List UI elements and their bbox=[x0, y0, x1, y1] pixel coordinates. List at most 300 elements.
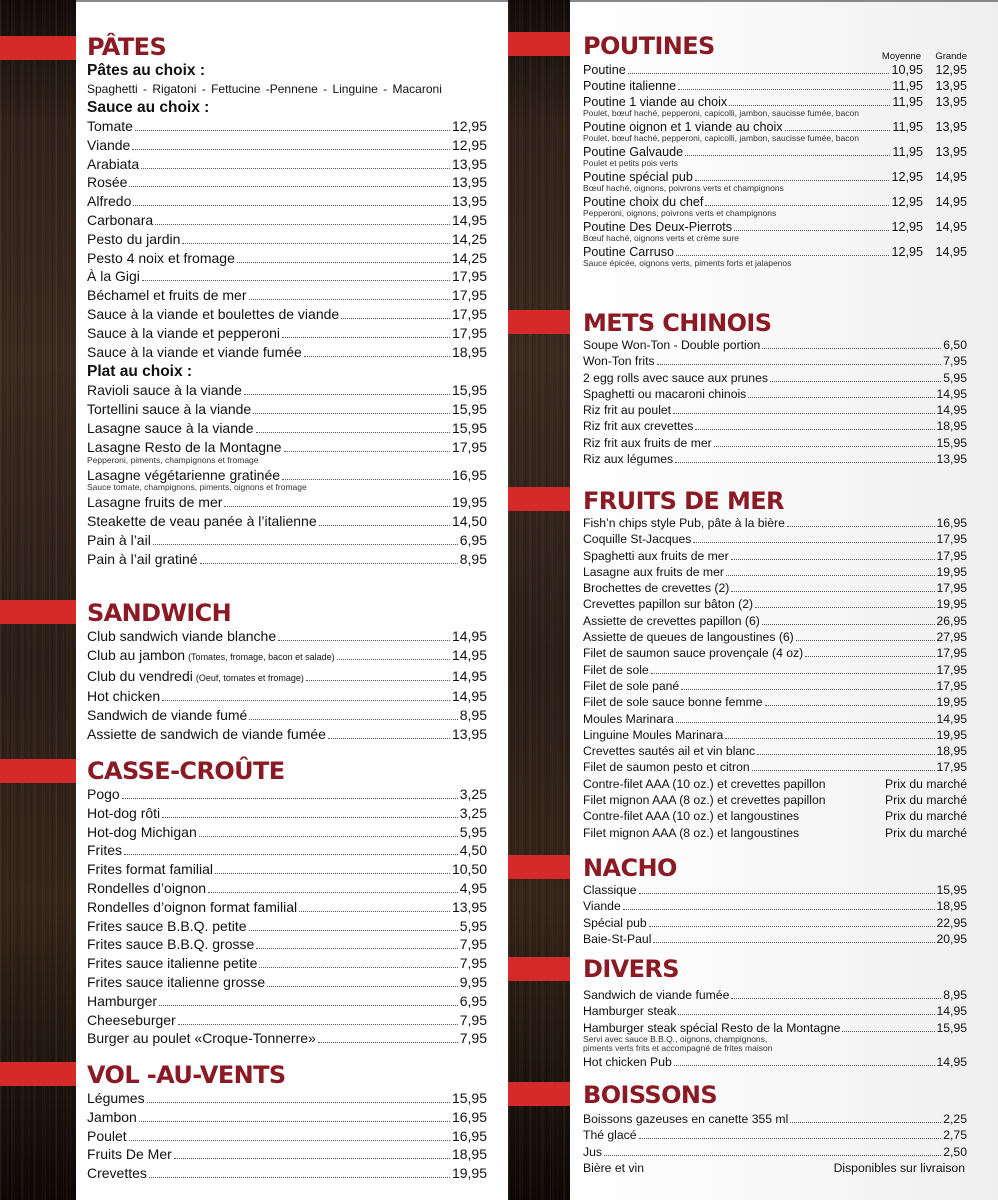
item-name: Crevettes sautés ail et vin blanc bbox=[583, 744, 756, 759]
item-price-medium: 12,95 bbox=[891, 220, 923, 234]
item-name: Riz aux légumes bbox=[583, 452, 674, 467]
item-price: 14,95 bbox=[451, 667, 487, 684]
item-name: Viande bbox=[87, 136, 131, 153]
item-name: Thé glacé bbox=[583, 1128, 637, 1143]
section-pates bbox=[87, 33, 487, 569]
menu-item-beer-wine bbox=[583, 1160, 967, 1176]
dot-leader bbox=[249, 930, 458, 931]
menu-item bbox=[583, 711, 967, 727]
item-price: 14,95 bbox=[451, 628, 487, 644]
dot-leader bbox=[304, 356, 450, 357]
dot-leader bbox=[244, 394, 450, 395]
item-description: Pepperoni, piments, champignons et fromage bbox=[87, 454, 259, 465]
dot-leader bbox=[259, 967, 457, 968]
dot-leader bbox=[267, 986, 458, 987]
menu-item bbox=[87, 324, 487, 343]
section-tab-pates bbox=[0, 36, 76, 60]
item-name: Hot-dog Michigan bbox=[87, 823, 197, 840]
item-price: 19,95 bbox=[451, 494, 487, 511]
item-price: 17,95 bbox=[451, 324, 487, 341]
item-price: 8,95 bbox=[459, 550, 487, 567]
item-name: Spécial pub bbox=[583, 915, 647, 930]
section-tab-mets-chinois bbox=[508, 310, 570, 334]
dot-leader bbox=[256, 948, 457, 949]
section-title: POUTINES bbox=[583, 32, 715, 60]
item-name: Rondelles d’oignon format familial bbox=[87, 898, 298, 915]
menu-item bbox=[87, 305, 487, 324]
dot-leader bbox=[135, 130, 450, 131]
item-price: 13,95 bbox=[451, 155, 487, 172]
item-price: 14,95 bbox=[936, 711, 967, 726]
vol-au-vents-list bbox=[87, 1089, 487, 1183]
menu-item bbox=[583, 418, 967, 434]
poutine-list bbox=[583, 62, 967, 268]
dot-leader bbox=[215, 873, 450, 874]
dot-leader bbox=[678, 89, 890, 90]
item-price: 13,95 bbox=[451, 725, 487, 742]
item-price-medium: 12,95 bbox=[891, 245, 923, 259]
dot-leader bbox=[306, 680, 450, 681]
item-price: 17,95 bbox=[451, 438, 487, 455]
market-price-list bbox=[583, 776, 967, 841]
dot-leader bbox=[319, 525, 450, 526]
menu-item bbox=[583, 451, 967, 467]
item-name: Steakette de veau panée à l’italienne bbox=[87, 513, 317, 530]
menu-item bbox=[583, 515, 967, 531]
menu-item bbox=[87, 173, 487, 192]
dot-leader bbox=[731, 591, 934, 592]
item-price: 14,95 bbox=[936, 386, 967, 401]
item-name: Arabiata bbox=[87, 155, 140, 172]
item-price-medium: 11,95 bbox=[892, 95, 923, 109]
item-price: 15,95 bbox=[936, 883, 967, 897]
menu-item bbox=[87, 512, 487, 531]
menu-item bbox=[87, 493, 487, 512]
dot-leader bbox=[174, 1158, 450, 1159]
item-price: 19,95 bbox=[936, 597, 967, 612]
dot-leader bbox=[162, 817, 458, 818]
item-name: Crevettes papillon sur bâton (2) bbox=[583, 597, 754, 612]
dot-leader bbox=[734, 230, 889, 231]
dot-leader bbox=[224, 506, 450, 507]
menu-item bbox=[87, 192, 487, 211]
item-description: Pepperoni, oignons, poivrons verts et champignons bbox=[583, 208, 777, 218]
menu-item bbox=[87, 1089, 487, 1108]
section-nacho bbox=[583, 854, 967, 947]
item-name: Pain à l’ail bbox=[87, 531, 151, 548]
dot-leader bbox=[653, 942, 934, 943]
dot-leader bbox=[199, 836, 458, 837]
item-price: 19,95 bbox=[936, 727, 967, 742]
dot-leader bbox=[604, 1155, 941, 1156]
item-price: 7,95 bbox=[459, 955, 487, 972]
item-name: Fish’n chips style Pub, pâte à la bière bbox=[583, 516, 785, 530]
menu-item bbox=[87, 267, 487, 286]
dot-leader bbox=[178, 1024, 458, 1025]
item-price: 14,95 bbox=[936, 1054, 967, 1069]
dot-leader bbox=[676, 722, 935, 723]
dot-leader bbox=[757, 754, 934, 755]
item-name: Contre-filet AAA (10 oz.) et langoustines bbox=[583, 809, 800, 824]
item-price: 4,50 bbox=[459, 842, 487, 859]
item-name: Riz frit aux fruits de mer bbox=[583, 435, 712, 450]
item-name: Coquille St-Jacques bbox=[583, 532, 692, 547]
menu-item bbox=[583, 645, 967, 661]
item-note: Disponibles sur livraison bbox=[833, 1160, 965, 1175]
menu-item bbox=[87, 155, 487, 174]
item-name: Lasagne aux fruits de mer bbox=[583, 564, 724, 579]
item-name: Cheeseburger bbox=[87, 1011, 176, 1028]
menu-item bbox=[87, 136, 487, 155]
item-name: Frites bbox=[87, 842, 122, 859]
item-price: 14,25 bbox=[451, 230, 487, 247]
menu-item bbox=[87, 1127, 487, 1146]
dot-leader bbox=[765, 705, 935, 706]
section-title: VOL -AU-VENTS bbox=[87, 1061, 286, 1089]
item-price-medium: 11,95 bbox=[892, 145, 923, 159]
dot-leader bbox=[328, 738, 450, 739]
item-name: Moules Marinara bbox=[583, 711, 674, 726]
item-name: Hamburger steak spécial Resto de la Montagne bbox=[583, 1020, 841, 1035]
item-price: 16,95 bbox=[451, 1127, 487, 1144]
menu-item bbox=[583, 882, 967, 898]
menu-item bbox=[87, 117, 487, 136]
dot-leader bbox=[284, 451, 450, 452]
item-price-large: 14,95 bbox=[935, 245, 967, 259]
item-price: 18,95 bbox=[936, 744, 967, 759]
item-price-large: 14,95 bbox=[935, 170, 967, 184]
dot-leader bbox=[693, 542, 934, 543]
menu-item bbox=[87, 1108, 487, 1127]
item-name: Légumes bbox=[87, 1090, 145, 1106]
menu-item bbox=[583, 386, 967, 402]
item-price: 14,50 bbox=[451, 513, 487, 530]
section-title: PÂTES bbox=[87, 33, 167, 61]
menu-item bbox=[583, 743, 967, 759]
dot-leader bbox=[695, 429, 934, 430]
fruits-de-mer-list bbox=[583, 515, 967, 776]
item-name: Brochettes de crevettes (2) bbox=[583, 581, 730, 596]
menu-item bbox=[583, 1127, 967, 1143]
dot-leader bbox=[729, 105, 890, 106]
section-tab-sandwich bbox=[0, 600, 76, 624]
menu-item bbox=[583, 792, 967, 808]
menu-item bbox=[583, 1003, 967, 1019]
item-description: Poulet, bœuf haché, pepperoni, capicolli, jambon, saucisse fumée, bacon bbox=[583, 108, 859, 118]
plat-choice-label: Plat au choix : bbox=[87, 363, 193, 381]
item-price: 17,95 bbox=[936, 532, 967, 547]
menu-item bbox=[87, 992, 487, 1011]
section-title: NACHO bbox=[583, 854, 677, 882]
section-tab-casse-croute bbox=[0, 759, 76, 783]
item-description: Sauce épicée, oignons verts, piments forts et jalapenos bbox=[583, 258, 792, 268]
item-price-large: 13,95 bbox=[935, 95, 967, 109]
menu-item bbox=[583, 987, 967, 1003]
menu-item bbox=[583, 1111, 967, 1127]
nacho-list bbox=[583, 882, 967, 947]
item-price: 13,95 bbox=[451, 193, 487, 210]
item-name: Poulet bbox=[87, 1127, 127, 1144]
divers-list bbox=[583, 987, 967, 1070]
section-poutines bbox=[583, 32, 967, 269]
dot-leader bbox=[208, 892, 458, 893]
item-name: Poutine oignon et 1 viande au choix bbox=[583, 120, 783, 134]
menu-item bbox=[583, 564, 967, 580]
menu-item bbox=[87, 841, 487, 860]
dot-leader bbox=[299, 911, 450, 912]
item-name: Sauce à la viande et pepperoni bbox=[87, 324, 281, 341]
item-description: Servi avec sauce B.B.Q., oignons, champignons, bbox=[583, 1033, 768, 1044]
menu-item bbox=[87, 249, 487, 268]
item-name: Frites sauce B.B.Q. grosse bbox=[87, 936, 255, 953]
item-name: Crevettes bbox=[87, 1165, 147, 1182]
dot-leader bbox=[726, 575, 935, 576]
item-name: Pogo bbox=[87, 786, 120, 802]
dot-leader bbox=[282, 479, 450, 480]
item-price: Prix du marché bbox=[885, 793, 967, 808]
menu-item bbox=[87, 935, 487, 954]
dot-leader bbox=[673, 413, 934, 414]
menu-item bbox=[583, 580, 967, 596]
item-name: Lasagne Resto de la Montagne bbox=[87, 438, 282, 455]
item-name: Club au jambon bbox=[87, 646, 186, 663]
item-price: 18,95 bbox=[936, 419, 967, 434]
item-price: 16,95 bbox=[936, 516, 967, 530]
item-price: 5,95 bbox=[459, 917, 487, 934]
item-price: 6,50 bbox=[943, 338, 967, 352]
dot-leader bbox=[674, 1065, 935, 1066]
size-label-medium: Moyenne bbox=[881, 51, 921, 62]
item-price: 17,95 bbox=[451, 305, 487, 322]
item-price: 6,95 bbox=[459, 992, 487, 1009]
item-name: Filet de saumon sauce provençale (4 oz) bbox=[583, 646, 804, 661]
item-name: Riz frit au poulet bbox=[583, 403, 672, 418]
dot-leader bbox=[790, 1122, 941, 1123]
item-price: 22,95 bbox=[936, 915, 967, 930]
menu-item bbox=[583, 353, 967, 369]
dot-leader bbox=[182, 243, 450, 244]
menu-item bbox=[87, 211, 487, 230]
item-name: Poutine Des Deux-Pierrots bbox=[583, 220, 733, 234]
menu-item bbox=[583, 825, 967, 841]
item-name: Ravioli sauce à la viande bbox=[87, 382, 242, 399]
menu-item bbox=[583, 435, 967, 451]
item-name: Hamburger steak bbox=[583, 1004, 677, 1019]
item-name: Filet de sole pané bbox=[583, 678, 680, 693]
item-name: Baie-St-Paul bbox=[583, 931, 652, 946]
item-price-large: 14,95 bbox=[935, 195, 967, 209]
item-name: Sandwich de viande fumé bbox=[87, 707, 248, 724]
menu-item bbox=[87, 706, 487, 725]
item-price: 7,95 bbox=[459, 1011, 487, 1028]
menu-page-right bbox=[570, 0, 998, 1200]
item-name: Lasagne sauce à la viande bbox=[87, 419, 254, 436]
menu-item bbox=[87, 954, 487, 973]
dot-leader bbox=[278, 640, 450, 641]
item-note: (Tomates, fromage, bacon et salade) bbox=[188, 651, 335, 662]
dot-leader bbox=[748, 397, 934, 398]
dot-leader bbox=[162, 700, 450, 701]
item-price-large: 12,95 bbox=[935, 63, 967, 77]
item-price: 12,95 bbox=[451, 136, 487, 153]
item-name: À la Gigi bbox=[87, 268, 140, 285]
item-description: Bœuf haché, oignons verts et crème sure bbox=[583, 233, 739, 243]
dot-leader bbox=[249, 719, 457, 720]
item-name: Filet de sole bbox=[583, 662, 649, 677]
mets-chinois-list bbox=[583, 337, 967, 467]
item-name: Linguine Moules Marinara bbox=[583, 727, 724, 742]
section-title: METS CHINOIS bbox=[583, 309, 772, 337]
item-price: 13,95 bbox=[936, 452, 967, 467]
menu-item bbox=[583, 759, 967, 775]
dot-leader bbox=[122, 798, 458, 799]
dot-leader bbox=[249, 299, 450, 300]
item-name: 2 egg rolls avec sauce aux prunes bbox=[583, 370, 768, 385]
item-price: 17,95 bbox=[451, 287, 487, 304]
item-note: (Oeuf, tomates et fromage) bbox=[195, 672, 304, 683]
item-price: 16,95 bbox=[451, 466, 487, 483]
item-price: 14,95 bbox=[936, 403, 967, 418]
item-name: Sauce à la viande et viande fumée bbox=[87, 343, 302, 360]
section-tab-nacho bbox=[508, 855, 570, 879]
item-name: Béchamel et fruits de mer bbox=[87, 287, 247, 304]
item-price: 13,95 bbox=[451, 174, 487, 191]
menu-item bbox=[87, 1164, 487, 1183]
item-price: 5,95 bbox=[943, 370, 967, 385]
dot-leader bbox=[705, 205, 889, 206]
item-price: 19,95 bbox=[936, 564, 967, 579]
item-name: Soupe Won-Ton - Double portion bbox=[583, 338, 761, 352]
item-price: 13,95 bbox=[451, 898, 487, 915]
item-name: Alfredo bbox=[87, 193, 132, 210]
item-price: 15,95 bbox=[451, 401, 487, 418]
item-price: 8,95 bbox=[459, 707, 487, 724]
menu-item bbox=[87, 1011, 487, 1030]
dot-leader bbox=[132, 149, 450, 150]
section-divers bbox=[583, 955, 967, 1070]
item-name: Assiette de sandwich de viande fumée bbox=[87, 725, 326, 742]
item-name: Lasagne fruits de mer bbox=[87, 494, 223, 511]
menu-item bbox=[583, 337, 967, 353]
item-name: Jus bbox=[583, 1144, 602, 1159]
dot-leader bbox=[676, 255, 889, 256]
menu-item bbox=[87, 230, 487, 249]
item-name: Filet mignon AAA (8 oz.) et crevettes papillon bbox=[583, 793, 826, 808]
item-name: Fruits De Mer bbox=[87, 1146, 172, 1163]
item-price: Prix du marché bbox=[885, 776, 967, 791]
item-name: Frites format familial bbox=[87, 861, 214, 878]
item-name: Tomate bbox=[87, 118, 133, 134]
item-price-large: 13,95 bbox=[935, 120, 967, 134]
dot-leader bbox=[639, 893, 935, 894]
section-title: DIVERS bbox=[583, 955, 679, 983]
menu-item bbox=[87, 973, 487, 992]
item-price: 15,95 bbox=[451, 1090, 487, 1106]
item-price-large: 13,95 bbox=[935, 145, 967, 159]
item-price-medium: 11,95 bbox=[892, 120, 923, 134]
dot-leader bbox=[805, 656, 934, 657]
item-price-medium: 12,95 bbox=[891, 195, 923, 209]
dot-leader bbox=[129, 1140, 450, 1141]
item-name: Rondelles d’oignon bbox=[87, 879, 207, 896]
item-name: Boissons gazeuses en canette 355 ml bbox=[583, 1112, 789, 1126]
sauce-list bbox=[87, 117, 487, 361]
item-price: 17,95 bbox=[936, 646, 967, 661]
item-price: 14,95 bbox=[451, 211, 487, 228]
item-description: Bœuf haché, oignons, poivrons verts et champignons bbox=[583, 183, 784, 193]
item-price: 2,50 bbox=[943, 1144, 967, 1159]
item-price: 3,25 bbox=[459, 804, 487, 821]
item-price: 3,25 bbox=[459, 786, 487, 802]
item-price-medium: 11,95 bbox=[892, 79, 923, 93]
menu-item bbox=[87, 860, 487, 879]
menu-item bbox=[583, 1054, 967, 1070]
item-name: Poutine italienne bbox=[583, 79, 677, 93]
menu-item bbox=[87, 785, 487, 804]
menu-item bbox=[583, 931, 967, 947]
pasta-choice-label: Pâtes au choix : bbox=[87, 62, 206, 79]
menu-item bbox=[87, 550, 487, 569]
item-price: 15,95 bbox=[936, 1020, 967, 1035]
item-name: Club sandwich viande blanche bbox=[87, 628, 277, 644]
dot-leader bbox=[714, 446, 935, 447]
sandwich-list bbox=[87, 627, 487, 744]
dot-leader bbox=[762, 348, 941, 349]
dot-leader bbox=[695, 180, 890, 181]
item-price-medium: 10,95 bbox=[891, 63, 923, 77]
item-price: 14,95 bbox=[936, 1004, 967, 1019]
item-price: 10,50 bbox=[451, 861, 487, 878]
menu-item bbox=[87, 804, 487, 823]
menu-item bbox=[87, 531, 487, 550]
section-sandwich bbox=[87, 599, 487, 744]
section-tab-divers bbox=[508, 957, 570, 981]
dot-leader bbox=[318, 1042, 458, 1043]
plat-list bbox=[87, 381, 487, 568]
item-name: Poutine Carruso bbox=[583, 245, 675, 259]
item-name: Poutine 1 viande au choix bbox=[583, 95, 728, 109]
dot-leader bbox=[770, 381, 941, 382]
dot-leader bbox=[141, 168, 450, 169]
item-name: Hot chicken Pub bbox=[583, 1054, 672, 1069]
item-name: Pesto 4 noix et fromage bbox=[87, 249, 235, 266]
section-boissons bbox=[583, 1081, 967, 1176]
menu-item bbox=[87, 627, 487, 646]
pasta-choices: Spaghetti - Rigatoni - Fettucine -Pennene - Linguine - Macaroni bbox=[87, 82, 442, 96]
menu-item bbox=[87, 381, 487, 400]
dot-leader bbox=[755, 607, 934, 608]
item-name: Classique bbox=[583, 883, 637, 897]
item-name: Burger au poulet «Croque-Tonnerre» bbox=[87, 1030, 316, 1047]
item-name: Bière et vin bbox=[583, 1160, 644, 1175]
dot-leader bbox=[139, 1121, 450, 1122]
item-price: 17,95 bbox=[451, 268, 487, 285]
item-name: Viande bbox=[583, 899, 621, 914]
section-vol-au-vents bbox=[87, 1061, 487, 1183]
dot-leader bbox=[129, 186, 449, 187]
item-price: 27,95 bbox=[936, 630, 967, 645]
menu-item bbox=[583, 915, 967, 931]
dot-leader bbox=[657, 364, 942, 365]
dot-leader bbox=[639, 1138, 942, 1139]
dot-leader bbox=[762, 624, 935, 625]
item-price: 15,95 bbox=[451, 382, 487, 399]
section-casse-croute bbox=[87, 757, 487, 1048]
item-name: Filet mignon AAA (8 oz.) et langoustines bbox=[583, 825, 800, 840]
item-name: Frites sauce italienne petite bbox=[87, 955, 258, 972]
dot-leader bbox=[731, 998, 941, 999]
menu-item bbox=[583, 531, 967, 547]
